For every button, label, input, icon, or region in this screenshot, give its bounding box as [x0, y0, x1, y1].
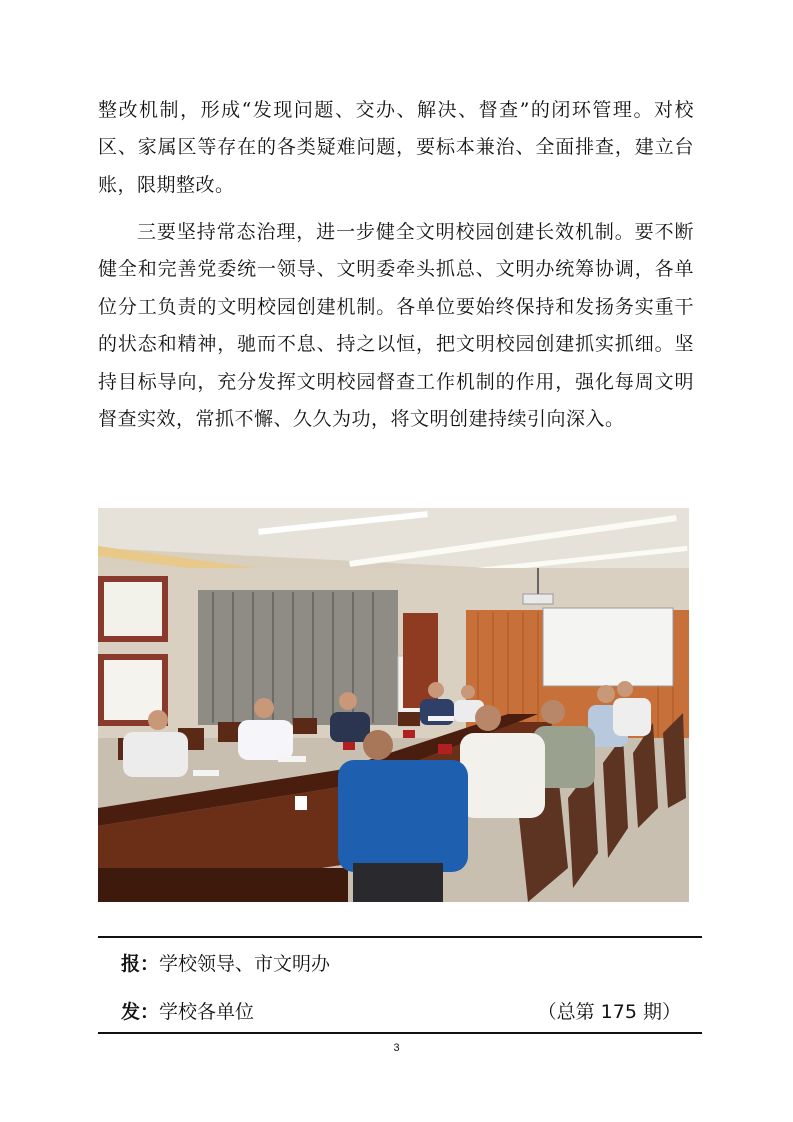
distribute-line [121, 998, 681, 1026]
distribute-recipients: 学校各单位 [159, 1001, 255, 1023]
page-number: 3 [393, 1042, 400, 1054]
meeting-photo [98, 508, 689, 902]
distribute-separator: ： [140, 1001, 160, 1023]
footer-top-rule [98, 936, 702, 938]
distribute-label: 发 [121, 1001, 141, 1023]
report-recipients: 学校领导、市文明办 [159, 953, 331, 975]
issue-number: （总第 175 期） [537, 1001, 681, 1023]
report-line [121, 950, 681, 978]
footer-bottom-rule [98, 1032, 702, 1034]
body-paragraph-2: 三要坚持常态治理，进一步健全文明校园创建长效机制。要不断健全和完善党委统一领导、文明委牵头抓总、文明办统筹协调，各单位分工负责的文明校园创建机制。各单位要始终保持和发扬务实重干的状态和精神，驰而不息、持之以恒，把文明校园创建抓实抓细。坚持目标导向，充分发挥文明校园督查工作机制的作用，强化每周文明督查实效，常抓不懈、久久为功，将文明创建持续引向深入。 [98, 221, 694, 431]
report-separator: ： [140, 953, 160, 975]
body-paragraph-1: 整改机制，形成“发现问题、交办、解决、督查”的闭环管理。对校区、家属区等存在的各类疑难问题，要标本兼治、全面排查，建立台账，限期整改。 [98, 99, 694, 196]
report-label: 报 [121, 953, 141, 975]
